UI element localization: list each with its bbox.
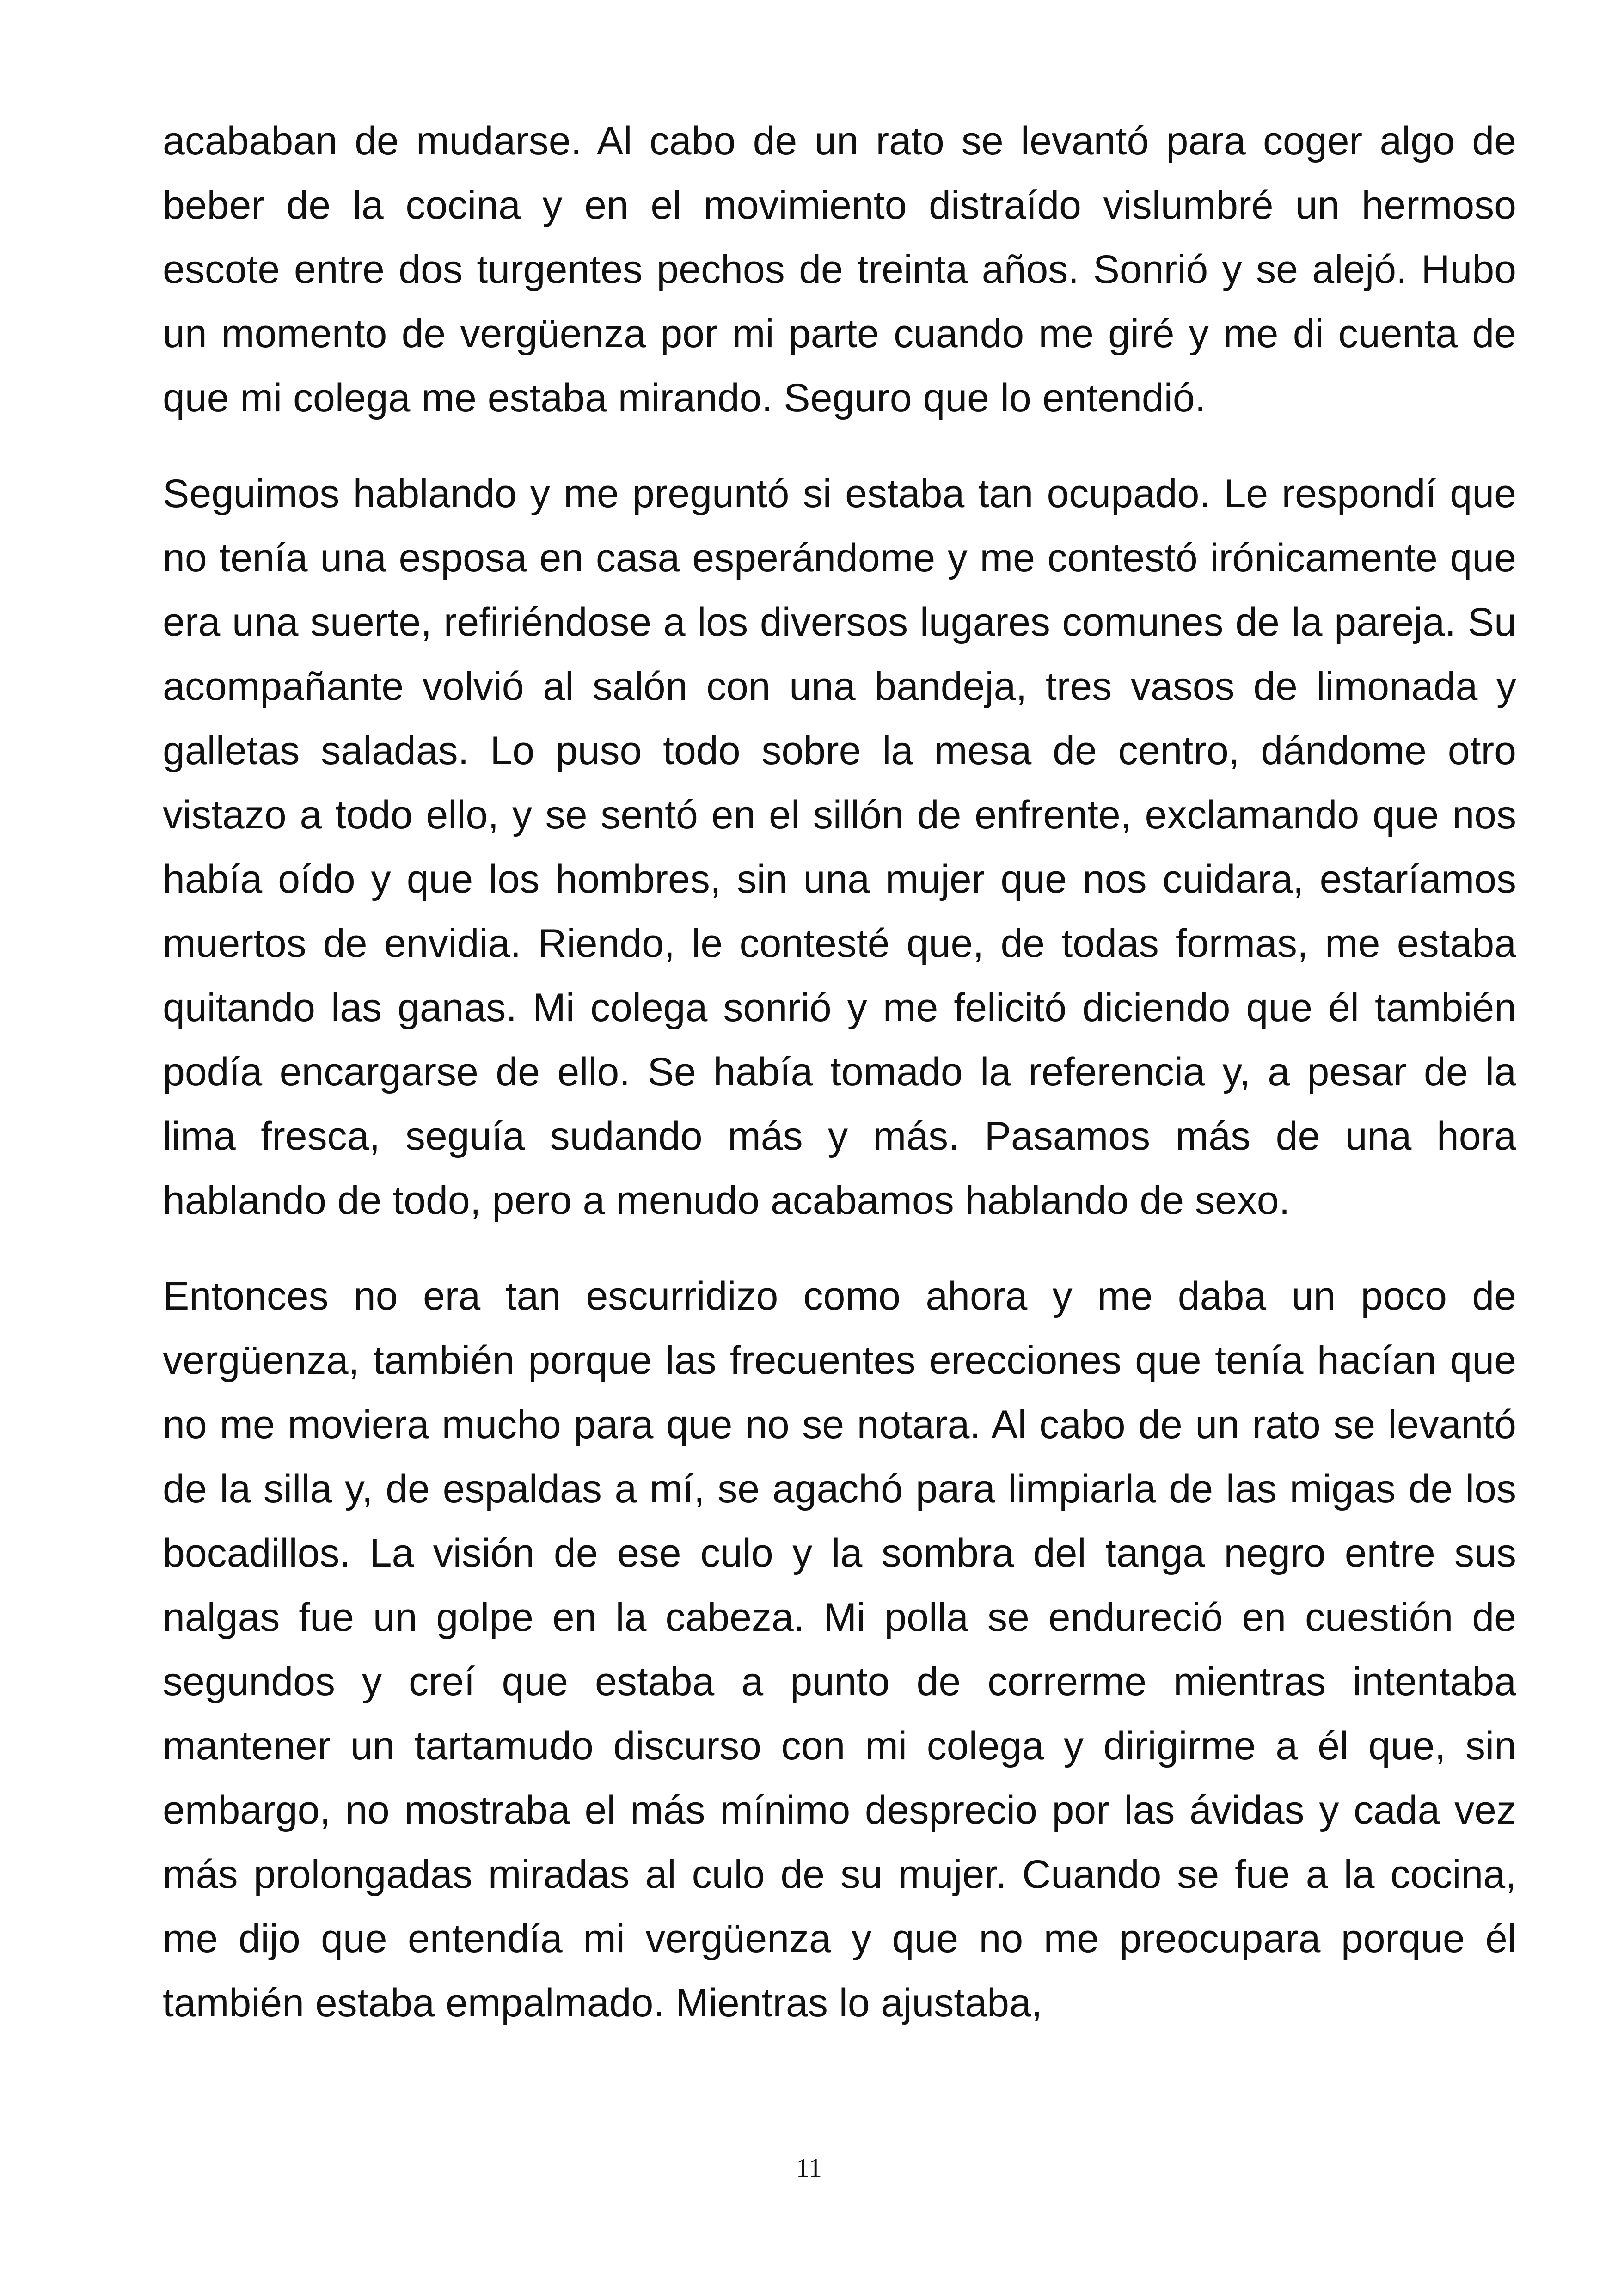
page-number: 11 bbox=[796, 2153, 822, 2183]
body-text bbox=[163, 109, 1516, 2067]
paragraph: Entonces no era tan escurridizo como ahora y me daba un poco de vergüenza, también porque las frecuentes erecciones que tenía hacían que no me moviera mucho para que no se notara. Al cabo de un rato se levantó de la silla y, de espaldas a mí, se agachó para limpiarla de las migas de los bocadillos. La visión de ese culo y la sombra del tanga negro entre sus nalgas fue un golpe en la cabeza. Mi polla se endureció en cuestión de segundos y creí que estaba a punto de correrme mientras intentaba mantener un tartamudo discurso con mi colega y dirigirme a él que, sin embargo, no mostraba el más mínimo desprecio por las ávidas y cada vez más prolongadas miradas al culo de su mujer. Cuando se fue a la cocina, me dijo que entendía mi vergüenza y que no me preocupara porque él también estaba empalmado. Mientras lo ajustaba, bbox=[163, 1274, 1516, 2025]
paragraph: acababan de mudarse. Al cabo de un rato se levantó para coger algo de beber de la cocina y en el movimiento distraído vislumbré un hermoso escote entre dos turgentes pechos de treinta años. Sonrió y se alejó. Hubo un momento de vergüenza por mi parte cuando me giré y me di cuenta de que mi colega me estaba mirando. Seguro que lo entendió. bbox=[163, 119, 1516, 420]
paragraph: Seguimos hablando y me preguntó si estaba tan ocupado. Le respondí que no tenía una esposa en casa esperándome y me contestó irónicamente que era una suerte, refiriéndose a los diversos lugares comunes de la pareja. Su acompañante volvió al salón con una bandeja, tres vasos de limonada y galletas saladas. Lo puso todo sobre la mesa de centro, dándome otro vistazo a todo ello, y se sentó en el sillón de enfrente, exclamando que nos había oído y que los hombres, sin una mujer que nos cuidara, estaríamos muertos de envidia. Riendo, le contesté que, de todas formas, me estaba quitando las ganas. Mi colega sonrió y me felicitó diciendo que él también podía encargarse de ello. Se había tomado la referencia y, a pesar de la lima fresca, seguía sudando más y más. Pasamos más de una hora hablando de todo, pero a menudo acabamos hablando de sexo. bbox=[163, 471, 1516, 1223]
